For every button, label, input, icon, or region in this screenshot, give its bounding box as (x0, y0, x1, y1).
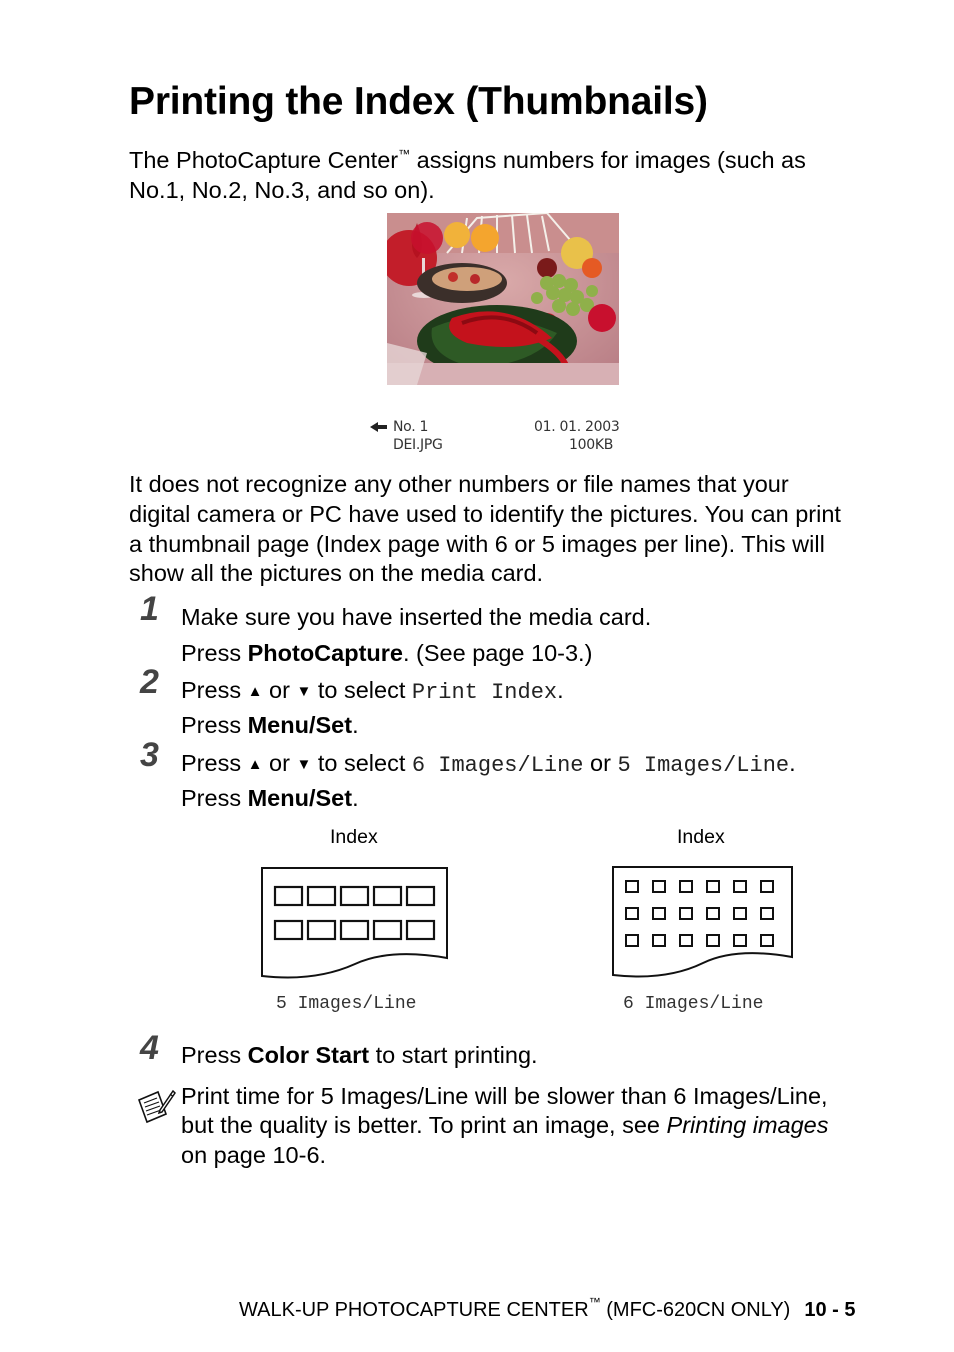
step-3-press-text: Press (181, 750, 248, 776)
note-line-3: on page 10-6. (181, 1142, 327, 1168)
step-4-press-text: Press (181, 1042, 248, 1068)
menu-set-key-label: Menu/Set (247, 785, 353, 811)
step-2-or-text: or (262, 677, 297, 703)
page-footer (239, 1295, 856, 1322)
step-2-line-2 (181, 710, 359, 740)
step-3-select-text: to select (311, 750, 412, 776)
step-1-press-text: Press (181, 640, 248, 666)
step-2-select-text: to select (311, 677, 412, 703)
step-4-line (181, 1040, 538, 1070)
index-sheet-six-per-line (611, 865, 795, 983)
five-images-caption: 5 Images/Line (276, 994, 417, 1014)
step-2-line-1 (181, 675, 564, 708)
thumbnail-number: No. 1 (393, 419, 429, 435)
step-3-or-text: or (262, 750, 297, 776)
step-1-line-1: Make sure you have inserted the media card. (181, 604, 652, 630)
step-3-period: . (789, 750, 796, 776)
step-3-or-text-2: or (583, 750, 618, 776)
five-images-option: 5 Images/Line (617, 753, 790, 778)
step-2-press-text-2: Press (181, 712, 248, 738)
footer-section-title: WALK-UP PHOTOCAPTURE CENTER (239, 1299, 589, 1321)
note-line-2 (181, 1111, 829, 1141)
down-arrow-icon: ▼ (296, 756, 312, 773)
menu-set-key-label: Menu/Set (247, 712, 353, 738)
intro-paragraph (129, 146, 806, 206)
index-label-right: Index (677, 826, 725, 848)
printing-images-reference: Printing images (666, 1112, 829, 1138)
step-2-period: . (557, 677, 564, 703)
step-3-line-1 (181, 748, 796, 781)
photocapture-key-label: PhotoCapture (247, 640, 403, 666)
step-number-1: 1 (140, 590, 159, 628)
down-arrow-icon: ▼ (296, 683, 312, 700)
step-3-press-text-2: Press (181, 785, 248, 811)
description-line: It does not recognize any other numbers or file names that your (129, 471, 789, 497)
footer-trademark: ™ (588, 1295, 601, 1309)
note-line-1: Print time for 5 Images/Line will be slower than 6 Images/Line, (181, 1083, 828, 1109)
thumbnail-size: 100KB (569, 437, 614, 453)
step-1-see-page: . (See page 10-3.) (402, 640, 593, 666)
step-3-line-2 (181, 783, 359, 813)
footer-model: (MFC-620CN ONLY) (600, 1299, 791, 1321)
six-images-option: 6 Images/Line (411, 753, 584, 778)
intro-text-3: No.1, No.2, No.3, and so on). (129, 176, 435, 203)
color-start-key-label: Color Start (247, 1042, 370, 1068)
index-label-left: Index (330, 826, 378, 848)
intro-text-2: assigns numbers for images (such as (410, 147, 806, 173)
index-sheet-five-per-line (260, 866, 450, 984)
description-line: show all the pictures on the media card. (129, 560, 544, 587)
step-4-after-text: to start printing. (369, 1042, 538, 1068)
page-number: 10 - 5 (804, 1299, 856, 1321)
thumbnail-filename: DEI.JPG (393, 437, 443, 453)
step-number-2: 2 (140, 663, 159, 701)
note-pencil-icon (136, 1088, 176, 1124)
intro-text-1: The PhotoCapture Center (129, 147, 399, 173)
thumbnail-date: 01. 01. 2003 (534, 419, 620, 435)
description-line: a thumbnail page (Index page with 6 or 5 images per line). This will (129, 530, 825, 557)
description-paragraph (129, 470, 841, 589)
arrow-pointer-icon (369, 420, 389, 434)
step-3-period-2: . (352, 785, 359, 811)
up-arrow-icon: ▲ (247, 683, 263, 700)
step-number-4: 4 (140, 1029, 159, 1067)
six-images-caption: 6 Images/Line (623, 994, 764, 1014)
up-arrow-icon: ▲ (247, 756, 263, 773)
page-title: Printing the Index (Thumbnails) (129, 80, 708, 123)
sample-photo (387, 213, 619, 385)
trademark-symbol: ™ (398, 147, 411, 161)
note-line-2-text: but the quality is better. To print an image, see (181, 1112, 667, 1138)
step-1-line-2 (181, 638, 592, 668)
description-line: digital camera or PC have used to identify the pictures. You can print (129, 500, 841, 527)
print-index-option: Print Index (411, 680, 558, 705)
step-2-period-2: . (352, 712, 359, 738)
step-2-press-text: Press (181, 677, 248, 703)
step-number-3: 3 (140, 736, 159, 774)
